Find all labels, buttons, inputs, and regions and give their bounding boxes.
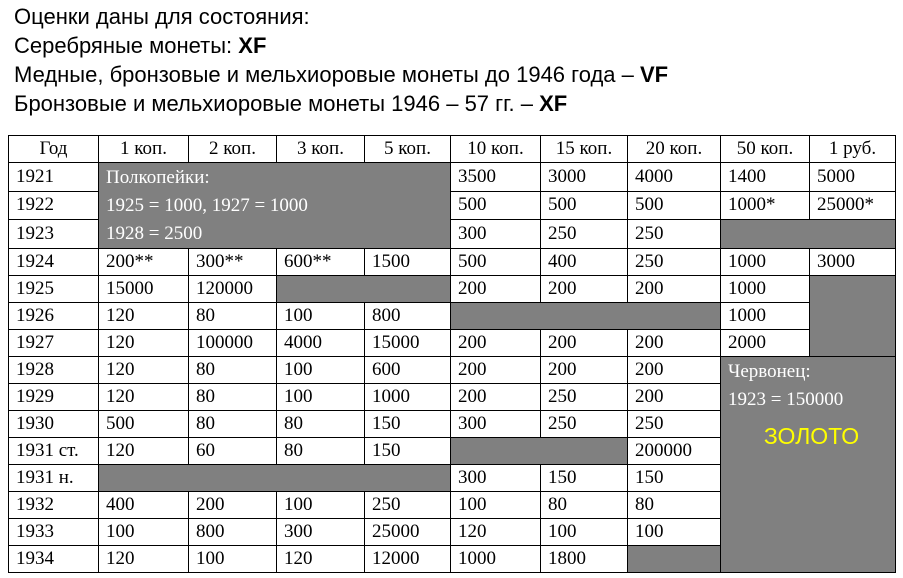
- coin-price-table: [8, 135, 896, 573]
- table-row: [9, 249, 896, 276]
- price-cell: 200: [451, 384, 541, 411]
- year-cell: 1934: [9, 546, 99, 573]
- header-line-2: Серебряные монеты: XF: [14, 33, 267, 58]
- table-row: [9, 303, 896, 330]
- price-cell: 100: [277, 492, 365, 519]
- price-cell: 200: [628, 384, 721, 411]
- price-cell: 200: [541, 357, 628, 384]
- price-cell: 80: [189, 384, 277, 411]
- price-cell: 1800: [541, 546, 628, 573]
- price-cell: 1400: [721, 163, 810, 192]
- price-cell: 100: [451, 492, 541, 519]
- price-cell: 200: [451, 330, 541, 357]
- grade-bronze-1946-57: XF: [539, 91, 568, 116]
- chervonets-value: 1923 = 150000: [728, 389, 844, 410]
- half-kopeck-line-2: 1928 = 2500: [106, 223, 203, 244]
- price-cell: 4000: [628, 163, 721, 192]
- gold-label: ЗОЛОТО: [763, 423, 860, 449]
- price-cell: 100: [541, 519, 628, 546]
- price-cell: 200: [628, 357, 721, 384]
- year-cell: 1924: [9, 249, 99, 276]
- price-cell: 250: [628, 220, 721, 249]
- price-cell: 120: [451, 519, 541, 546]
- col-header-5kop: 5 коп.: [365, 136, 451, 163]
- price-cell: 800: [365, 303, 451, 330]
- grade-copper-pre1946: VF: [639, 62, 669, 87]
- chervonets-note: [721, 357, 896, 573]
- shaded-cell: [810, 276, 896, 357]
- price-cell: 500: [99, 411, 189, 438]
- table-row: [9, 330, 896, 357]
- price-cell: 300**: [189, 249, 277, 276]
- price-cell: 15000: [365, 330, 451, 357]
- price-cell: 500: [451, 191, 541, 220]
- price-cell: 250: [541, 220, 628, 249]
- header-line-3: Медные, бронзовые и мельхиоровые монеты до 1946 года – VF: [14, 62, 669, 87]
- price-cell: 400: [99, 492, 189, 519]
- price-cell: 250: [628, 249, 721, 276]
- table-row: [9, 163, 896, 192]
- price-cell: 12000: [365, 546, 451, 573]
- price-cell: 200: [451, 276, 541, 303]
- shaded-cell: [99, 465, 451, 492]
- price-cell: 3500: [451, 163, 541, 192]
- price-cell: 200**: [99, 249, 189, 276]
- col-header-50kop: 50 коп.: [721, 136, 810, 163]
- price-cell: 120: [99, 546, 189, 573]
- price-cell: 250: [365, 492, 451, 519]
- price-cell: 600**: [277, 249, 365, 276]
- price-cell: 80: [541, 492, 628, 519]
- price-cell: 120: [99, 384, 189, 411]
- price-cell: 250: [628, 411, 721, 438]
- header-line-1: Оценки даны для состояния:: [14, 4, 310, 29]
- year-cell: 1923: [9, 220, 99, 249]
- col-header-1kop: 1 коп.: [99, 136, 189, 163]
- price-cell: 100: [277, 303, 365, 330]
- price-cell: 400: [541, 249, 628, 276]
- price-cell: 120: [99, 303, 189, 330]
- year-cell: 1928: [9, 357, 99, 384]
- year-cell: 1933: [9, 519, 99, 546]
- col-header-year: Год: [9, 136, 99, 163]
- price-cell: 100: [277, 357, 365, 384]
- shaded-cell: [451, 303, 721, 330]
- price-cell: 80: [189, 303, 277, 330]
- half-kopeck-title: Полкопейки:: [106, 167, 210, 188]
- price-cell: 300: [277, 519, 365, 546]
- price-cell: 500: [451, 249, 541, 276]
- price-cell: 300: [451, 220, 541, 249]
- price-cell: 120: [277, 546, 365, 573]
- price-cell: 60: [189, 438, 277, 465]
- price-cell: 300: [451, 465, 541, 492]
- price-cell: 250: [541, 411, 628, 438]
- grade-silver: XF: [238, 33, 267, 58]
- price-cell: 25000*: [810, 191, 896, 220]
- col-header-15kop: 15 коп.: [541, 136, 628, 163]
- price-cell: 1000: [721, 249, 810, 276]
- chervonets-title: Червонец:: [728, 361, 811, 382]
- price-cell: 80: [277, 438, 365, 465]
- price-cell: 200: [541, 330, 628, 357]
- price-cell: 300: [451, 411, 541, 438]
- price-cell: 150: [541, 465, 628, 492]
- price-cell: 120: [99, 330, 189, 357]
- shaded-cell: [451, 438, 628, 465]
- header-line-4: Бронзовые и мельхиоровые монеты 1946 – 57 гг. – XF: [14, 91, 568, 116]
- half-kopeck-line-1: 1925 = 1000, 1927 = 1000: [106, 195, 308, 216]
- col-header-3kop: 3 коп.: [277, 136, 365, 163]
- price-cell: 1000: [365, 384, 451, 411]
- price-cell: 5000: [810, 163, 896, 192]
- price-cell: 120: [99, 438, 189, 465]
- price-cell: 80: [189, 357, 277, 384]
- price-cell: 1000: [451, 546, 541, 573]
- year-cell: 1931 н.: [9, 465, 99, 492]
- year-cell: 1921: [9, 163, 99, 192]
- price-cell: 1500: [365, 249, 451, 276]
- year-cell: 1926: [9, 303, 99, 330]
- price-cell: 150: [628, 465, 721, 492]
- price-cell: 500: [628, 191, 721, 220]
- price-cell: 15000: [99, 276, 189, 303]
- year-cell: 1927: [9, 330, 99, 357]
- price-cell: 250: [541, 384, 628, 411]
- price-cell: 100000: [189, 330, 277, 357]
- year-cell: 1932: [9, 492, 99, 519]
- shaded-cell: [628, 546, 721, 573]
- shaded-cell: [721, 220, 896, 249]
- grading-header: [14, 2, 668, 118]
- price-cell: 500: [541, 191, 628, 220]
- year-cell: 1930: [9, 411, 99, 438]
- price-cell: 200000: [628, 438, 721, 465]
- col-header-10kop: 10 коп.: [451, 136, 541, 163]
- header-row: [9, 136, 896, 163]
- price-cell: 200: [628, 330, 721, 357]
- col-header-2kop: 2 коп.: [189, 136, 277, 163]
- col-header-20kop: 20 коп.: [628, 136, 721, 163]
- price-cell: 80: [277, 411, 365, 438]
- table-row: [9, 357, 896, 384]
- year-cell: 1929: [9, 384, 99, 411]
- price-cell: 600: [365, 357, 451, 384]
- price-cell: 3000: [810, 249, 896, 276]
- half-kopeck-note: [99, 163, 451, 249]
- year-cell: 1925: [9, 276, 99, 303]
- year-cell: 1922: [9, 191, 99, 220]
- price-cell: 200: [451, 357, 541, 384]
- price-cell: 120: [99, 357, 189, 384]
- price-cell: 150: [365, 438, 451, 465]
- price-cell: 80: [189, 411, 277, 438]
- price-cell: 1000: [721, 303, 810, 330]
- price-cell: 100: [189, 546, 277, 573]
- price-cell: 200: [541, 276, 628, 303]
- col-header-1rub: 1 руб.: [810, 136, 896, 163]
- price-cell: 1000*: [721, 191, 810, 220]
- price-cell: 200: [628, 276, 721, 303]
- price-cell: 800: [189, 519, 277, 546]
- price-cell: 2000: [721, 330, 810, 357]
- price-cell: 120000: [189, 276, 277, 303]
- price-cell: 100: [277, 384, 365, 411]
- price-cell: 150: [365, 411, 451, 438]
- price-cell: 1000: [721, 276, 810, 303]
- shaded-cell: [277, 276, 451, 303]
- price-cell: 200: [189, 492, 277, 519]
- price-cell: 100: [99, 519, 189, 546]
- price-cell: 80: [628, 492, 721, 519]
- price-cell: 100: [628, 519, 721, 546]
- price-cell: 25000: [365, 519, 451, 546]
- price-cell: 3000: [541, 163, 628, 192]
- year-cell: 1931 ст.: [9, 438, 99, 465]
- price-cell: 4000: [277, 330, 365, 357]
- table-row: [9, 276, 896, 303]
